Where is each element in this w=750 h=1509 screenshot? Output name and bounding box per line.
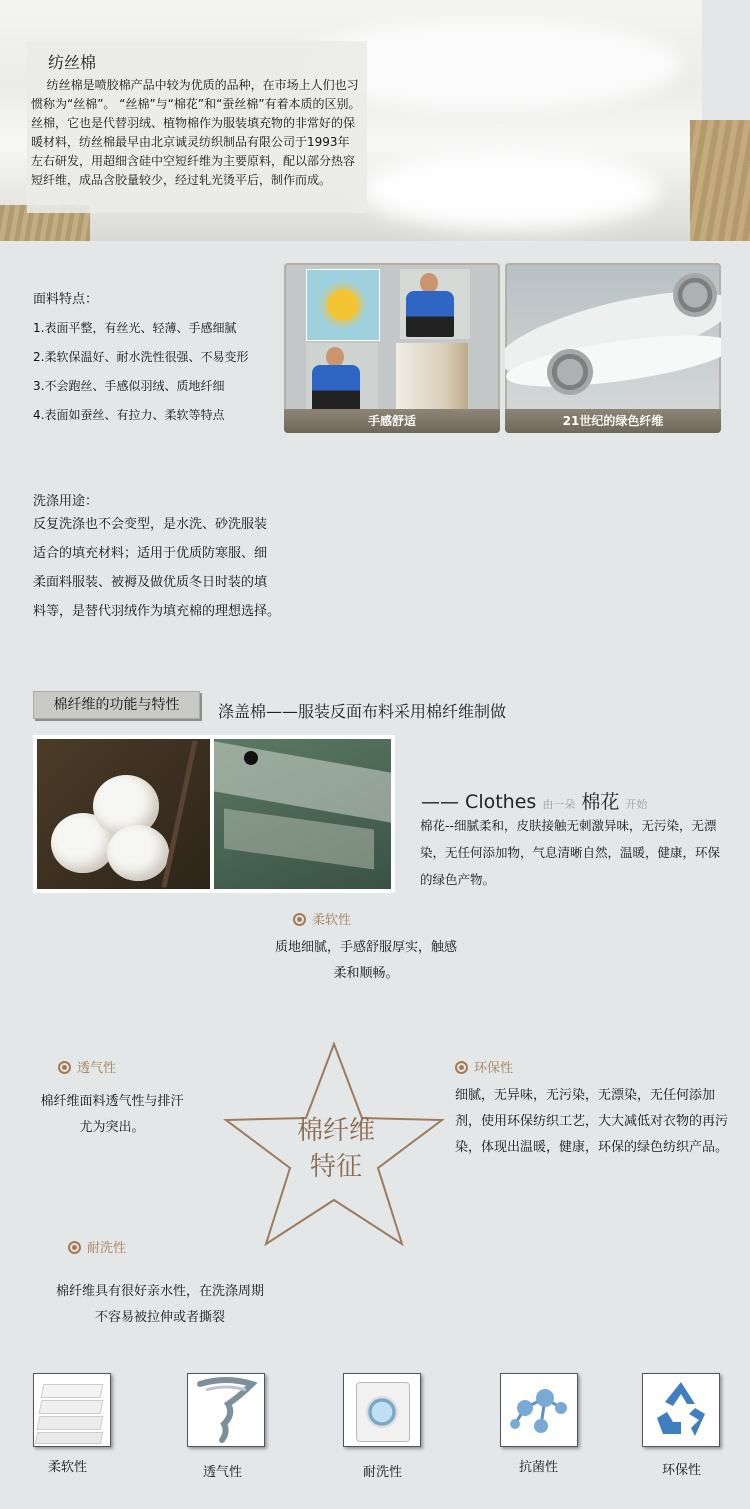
function-tab: 棉纤维的功能与特性 [33, 691, 200, 719]
fabric-item-1: 1.表面平整，有丝光、轻薄、手感细腻 [33, 321, 237, 335]
feature-title-washability [68, 1237, 126, 1256]
function-tagline: 涤盖棉——服装反面布料采用棉纤维制做 [218, 702, 507, 721]
ring-bullet-icon [68, 1241, 81, 1254]
model-photo-2 [306, 343, 378, 409]
clothes-word: Clothes [465, 791, 537, 813]
feature-body-breathability [22, 1089, 202, 1141]
icon-label-breathability: 透气性 [203, 1465, 243, 1480]
feature-title-wash-label: 耐洗性 [87, 1241, 127, 1256]
feature-title-softness [293, 909, 351, 928]
cotton-boll-photo [37, 739, 210, 889]
fabric-heading: 面料特点： [33, 292, 99, 307]
feature-title-breath-label: 透气性 [77, 1061, 117, 1076]
feature-title-eco-label: 环保性 [474, 1061, 514, 1076]
hero-title: 纺丝棉 [48, 53, 97, 72]
wash-feature-line-1: 棉纤维具有很好亲水性，在洗涤周期 [55, 1284, 264, 1299]
ring-bullet-icon [455, 1061, 468, 1074]
icon-label-antibacterial: 抗菌性 [519, 1460, 559, 1475]
softness-icon [33, 1373, 111, 1447]
clothes-cotton: 棉花 [581, 791, 620, 813]
fiber-cross-section-1 [547, 349, 593, 395]
fabric-item-2: 2.柔软保温好、耐水洗性很强、不易变形 [33, 350, 249, 364]
feature-body-softness [256, 935, 476, 987]
fabric-item-3: 3.不会跑丝、手感似羽绒、质地纤细 [33, 379, 225, 393]
star-label [282, 1113, 390, 1185]
fabric-item-4: 4.表面如蚕丝、有拉力、柔软等特点 [33, 408, 225, 422]
feature-title-breathability [58, 1057, 116, 1076]
wash-heading: 洗涤用途： [33, 494, 99, 509]
fiber-cross-section-2 [673, 273, 717, 317]
clothes-dash: —— [421, 791, 459, 813]
sun-icon [306, 269, 380, 341]
ring-bullet-icon [293, 913, 306, 926]
ring-bullet-icon [58, 1061, 71, 1074]
cotton-description: 棉花--细腻柔和，皮肤接触无刺激异味，无污染，无漂染，无任何添加物，气息清晰自然，温暖，健康，环保的绿色产物。 [420, 818, 721, 887]
model-photo-1 [400, 269, 470, 339]
feature-title-softness-label: 柔软性 [312, 913, 352, 928]
cotton-photos [33, 735, 395, 893]
icon-label-recycle: 环保性 [662, 1463, 702, 1478]
recycle-icon [642, 1373, 720, 1447]
softness-line-2: 柔和顺畅。 [333, 966, 399, 981]
comfort-photo-panel [284, 263, 500, 433]
wash-line-1: 反复洗涤也不会变型，是水洗、砂洗服装 [33, 517, 268, 532]
clothes-small-1: 由一朵 [542, 798, 576, 811]
feature-title-eco [455, 1057, 513, 1076]
wash-feature-line-2: 不容易被拉伸或者撕裂 [94, 1310, 225, 1325]
textile-machine-photo [214, 739, 391, 889]
panel-caption-green: 21世纪的绿色纤维 [505, 409, 721, 433]
wash-line-4: 料等，是替代羽绒作为填充棉的理想选择。 [33, 604, 281, 619]
icon-label-washable: 耐洗性 [363, 1465, 403, 1480]
breath-line-1: 棉纤维面料透气性与排汗 [40, 1094, 184, 1109]
green-fiber-panel [505, 263, 721, 433]
panel-caption-comfort: 手感舒适 [284, 409, 500, 433]
breathability-icon [187, 1373, 265, 1447]
star-label-line-2: 特征 [309, 1152, 362, 1182]
washable-icon [343, 1373, 421, 1447]
clothes-small-2: 开始 [625, 798, 648, 811]
wash-description [33, 510, 280, 626]
star-label-line-1: 棉纤维 [296, 1116, 375, 1146]
icon-label-softness: 柔软性 [48, 1460, 88, 1475]
feature-body-washability [30, 1279, 290, 1331]
softness-line-1: 质地细腻，手感舒服厚实，触感 [274, 940, 457, 955]
clothes-heading [421, 787, 647, 814]
antibacterial-icon [500, 1373, 578, 1447]
feature-body-eco: 细腻，无异味，无污染，无漂染，无任何添加剂，使用环保纺织工艺，大大减低对衣物的再污染，体现出温暖，健康，环保的绿色纺织产品。 [455, 1088, 729, 1155]
hero-description: 纺丝棉是喷胶棉产品中较为优质的品种，在市场上人们也习惯称为“丝棉”。 “丝棉”与“棉花”和“蚕丝棉”有着本质的区别。丝棉，它也是代替羽绒、植物棉作为服装填充物的非常好的保暖材料，纺丝棉最早由北京诚灵纺织制品有限公司于1993年左右研发，用超细含硅中空短纤维为主要原料，配以部分热容短纤维，成品含胶量较少，经过轧光烫平后，制作而成。 [31, 78, 361, 187]
wash-line-2: 适合的填充材料；适用于优质防寒服、细 [33, 546, 268, 561]
wash-line-3: 柔面料服装、被褥及做优质冬日时装的填 [33, 575, 268, 590]
breath-line-2: 尤为突出。 [79, 1120, 145, 1135]
padding-photo [396, 343, 468, 409]
